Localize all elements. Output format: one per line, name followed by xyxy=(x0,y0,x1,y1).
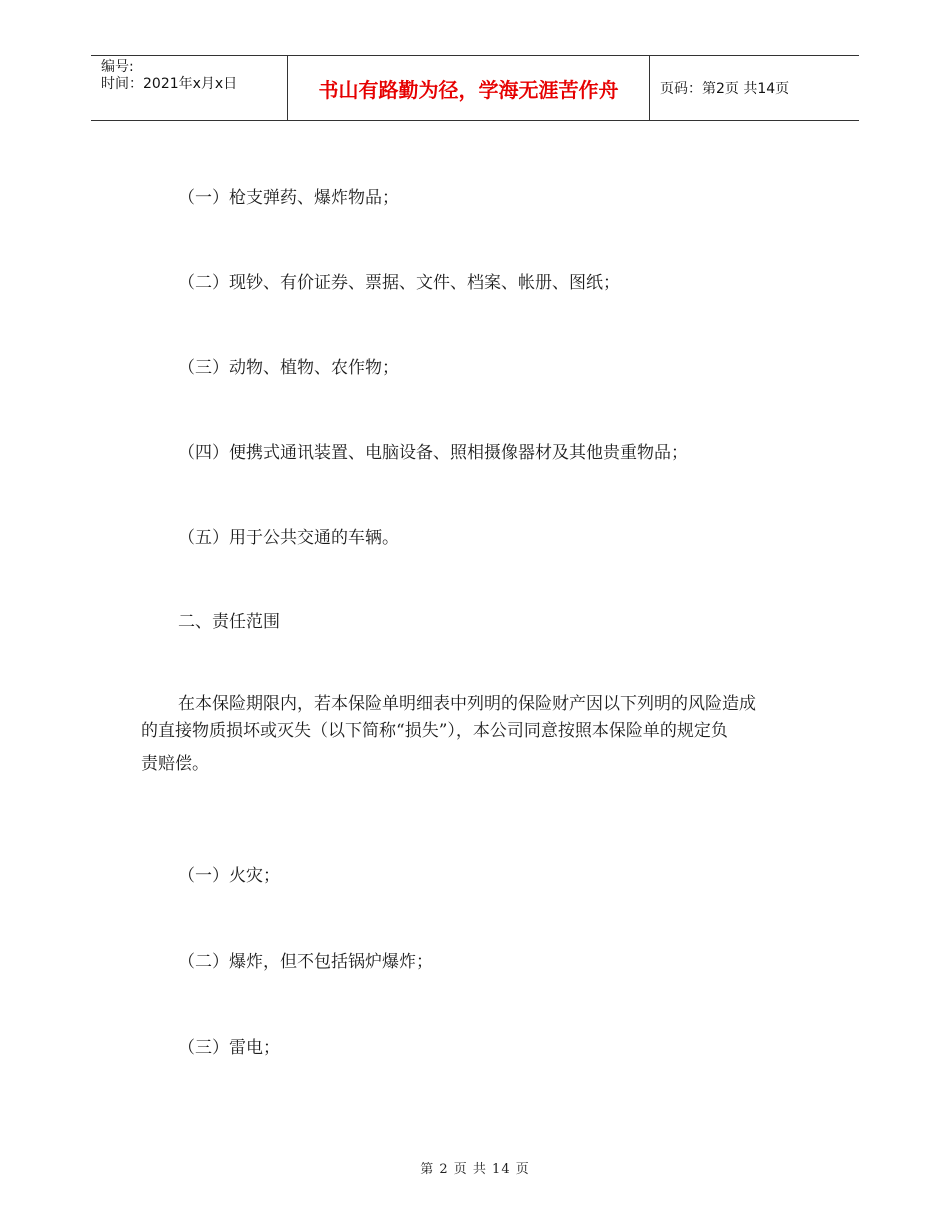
paragraph-line: 责赔偿。 xyxy=(141,754,209,774)
list-item: （三）动物、植物、农作物； xyxy=(178,358,399,378)
list-item: （二）现钞、有价证券、票据、文件、档案、帐册、图纸； xyxy=(178,273,620,293)
header-meta xyxy=(91,56,287,120)
list-item: （二）爆炸，但不包括锅炉爆炸； xyxy=(178,952,433,972)
section-title: 二、责任范围 xyxy=(178,612,280,632)
time-label: 时间：2021年x月x日 xyxy=(101,76,238,92)
paragraph-line: 在本保险期限内，若本保险单明细表中列明的保险财产因以下列明的风险造成 xyxy=(178,694,756,714)
list-item: （三）雷电； xyxy=(178,1038,280,1058)
header-motto: 书山有路勤为径，学海无涯苦作舟 xyxy=(287,56,650,120)
header-page-label: 页码：第2页 共14页 xyxy=(660,81,790,97)
list-item: （五）用于公共交通的车辆。 xyxy=(178,528,399,548)
number-label: 编号: xyxy=(101,59,134,75)
page-footer: 第 2 页 共 14 页 xyxy=(420,1162,530,1177)
page-header xyxy=(91,55,859,121)
list-item: （一）火灾； xyxy=(178,866,280,886)
body-paragraph xyxy=(141,691,821,778)
list-item: （一）枪支弹药、爆炸物品； xyxy=(178,188,399,208)
paragraph-line: 的直接物质损坏或灭失（以下简称“损失”），本公司同意按照本保险单的规定负 xyxy=(141,721,728,741)
list-item: （四）便携式通讯装置、电脑设备、照相摄像器材及其他贵重物品； xyxy=(178,443,688,463)
